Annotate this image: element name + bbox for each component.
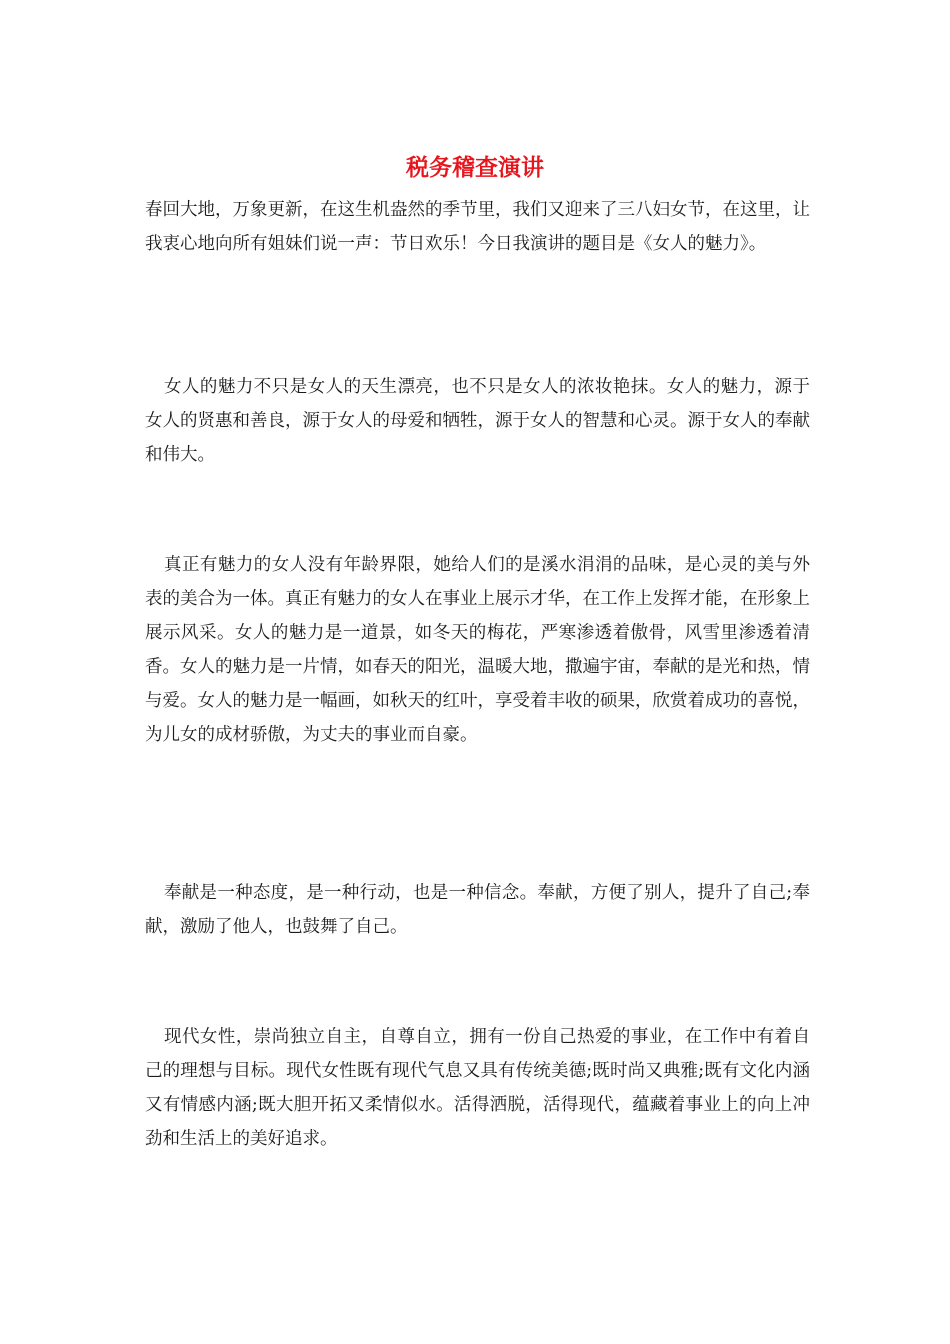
paragraph-intro: 春回大地，万象更新，在这生机盎然的季节里，我们又迎来了三八妇女节，在这里，让我衷心地向所有姐妹们说一声：节日欢乐！今日我演讲的题目是《女人的魅力》。 xyxy=(145,200,810,254)
document-title: 税务稽查演讲 xyxy=(406,155,544,181)
paragraph-modern-women: 现代女性，崇尚独立自主，自尊自立，拥有一份自己热爱的事业，在工作中有着自己的理想与目标。现代女性既有现代气息又具有传统美德;既时尚又典雅;既有文化内涵又有情感内涵;既大胆开拓又柔情似水。活得洒脱，活得现代，蕴藏着事业上的向上冲劲和生活上的美好追求。 xyxy=(145,1027,810,1149)
paragraph-dedication: 奉献是一种态度，是一种行动，也是一种信念。奉献，方便了别人，提升了自己;奉献，激励了他人，也鼓舞了自己。 xyxy=(145,883,810,937)
paragraph-charm-source: 女人的魅力不只是女人的天生漂亮，也不只是女人的浓妆艳抹。女人的魅力，源于女人的贤惠和善良，源于女人的母爱和牺牲，源于女人的智慧和心灵。源于女人的奉献和伟大。 xyxy=(145,377,810,465)
paragraph-true-charm: 真正有魅力的女人没有年龄界限，她给人们的是溪水涓涓的品味，是心灵的美与外表的美合为一体。真正有魅力的女人在事业上展示才华，在工作上发挥才能，在形象上展示风采。女人的魅力是一道景，如冬天的梅花，严寒渗透着傲骨，风雪里渗透着清香。女人的魅力是一片情，如春天的阳光，温暖大地，撒遍宇宙，奉献的是光和热，情与爱。女人的魅力是一幅画，如秋天的红叶，享受着丰收的硕果，欣赏着成功的喜悦，为儿女的成材骄傲，为丈夫的事业而自豪。 xyxy=(145,555,810,745)
